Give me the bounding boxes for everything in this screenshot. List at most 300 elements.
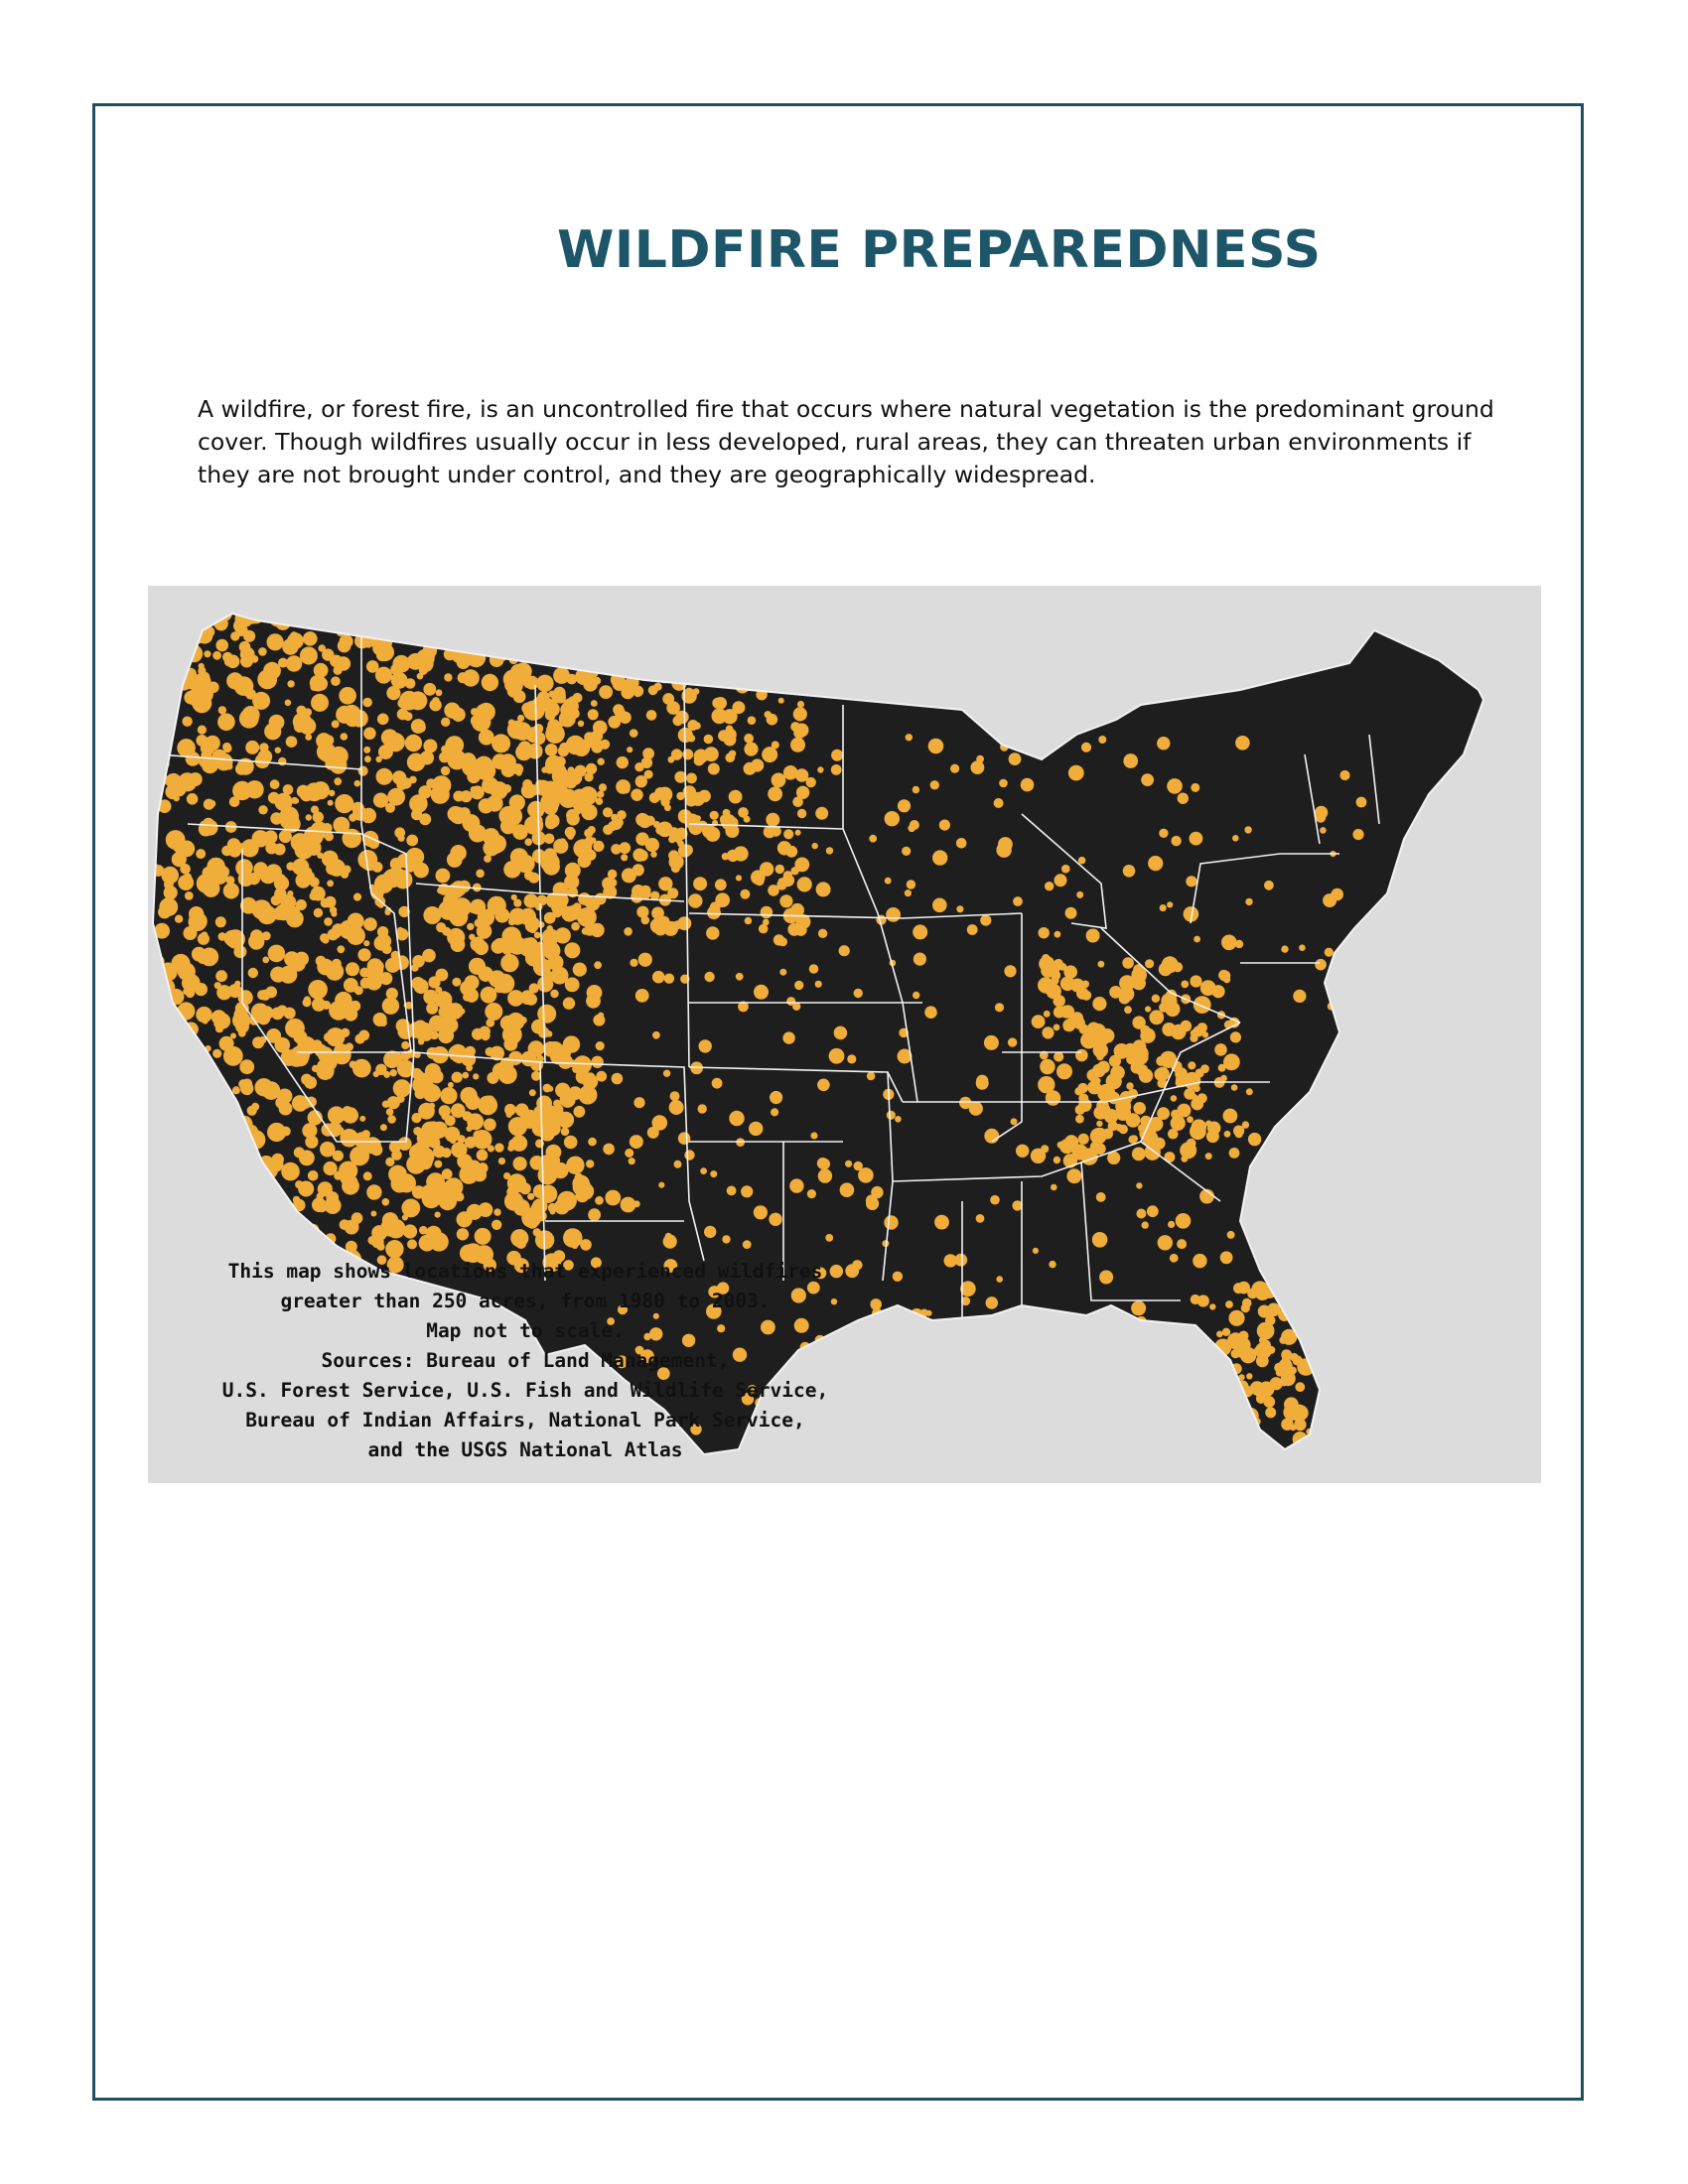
fire-location-dot	[913, 992, 919, 999]
fire-location-dot	[222, 743, 231, 751]
fire-location-dot	[574, 632, 582, 640]
fire-location-dot	[148, 786, 161, 799]
fire-location-dot	[475, 756, 493, 775]
fire-location-dot	[293, 1196, 300, 1203]
fire-location-dot	[372, 641, 387, 656]
fire-location-dot	[415, 1088, 426, 1099]
fire-location-dot	[247, 1106, 257, 1116]
fire-location-dot	[1133, 1045, 1149, 1061]
fire-location-dot	[797, 809, 806, 818]
fire-location-dot	[729, 790, 743, 804]
fire-location-dot	[1123, 865, 1136, 878]
fire-location-dot	[994, 798, 1004, 808]
fire-location-dot	[334, 1171, 343, 1180]
fire-location-dot	[159, 1214, 168, 1223]
fire-location-dot	[1224, 1418, 1240, 1433]
fire-location-dot	[885, 811, 900, 826]
fire-location-dot	[726, 726, 734, 734]
fire-location-dot	[401, 1041, 409, 1049]
fire-location-dot	[663, 1070, 670, 1077]
fire-location-dot	[338, 639, 352, 653]
fire-location-dot	[551, 617, 568, 634]
fire-location-dot	[322, 936, 329, 943]
fire-location-dot	[593, 841, 604, 852]
fire-location-dot	[291, 833, 310, 852]
fire-location-dot	[1244, 826, 1251, 833]
fire-location-dot	[385, 1158, 394, 1166]
fire-location-dot	[306, 814, 312, 820]
fire-location-dot	[995, 1003, 1004, 1012]
fire-location-dot	[262, 957, 269, 964]
fire-location-dot	[1145, 1006, 1151, 1012]
fire-location-dot	[1227, 1332, 1244, 1349]
fire-location-dot	[513, 1157, 527, 1170]
fire-location-dot	[1016, 1145, 1029, 1158]
fire-location-dot	[475, 1228, 492, 1245]
fire-location-dot	[682, 749, 693, 759]
fire-location-dot	[769, 1213, 781, 1226]
fire-location-dot	[444, 673, 452, 681]
fire-location-dot	[449, 1045, 464, 1060]
fire-location-dot	[413, 863, 429, 879]
fire-location-dot	[451, 1142, 467, 1158]
fire-location-dot	[867, 1072, 876, 1081]
fire-location-dot	[630, 1135, 643, 1149]
caption-line-4: Sources: Bureau of Land Management,	[321, 1349, 730, 1372]
fire-location-dot	[239, 641, 251, 653]
fire-location-dot	[423, 683, 436, 696]
fire-location-dot	[810, 1132, 817, 1139]
fire-location-dot	[373, 1013, 387, 1026]
fire-location-dot	[178, 875, 194, 890]
fire-location-dot	[168, 1109, 178, 1119]
fire-location-dot	[363, 940, 369, 946]
fire-location-dot	[484, 855, 492, 863]
fire-location-dot	[518, 634, 527, 643]
fire-location-dot	[220, 1227, 239, 1246]
fire-location-dot	[237, 1170, 249, 1182]
fire-location-dot	[845, 1160, 852, 1167]
fire-location-dot	[527, 744, 543, 759]
fire-location-dot	[1227, 1231, 1235, 1239]
fire-location-dot	[316, 1062, 334, 1080]
fire-location-dot	[693, 877, 707, 890]
fire-location-dot	[1127, 1410, 1141, 1424]
fire-location-dot	[335, 614, 346, 625]
fire-location-dot	[553, 1100, 561, 1108]
fire-location-dot	[1248, 1133, 1261, 1146]
fire-location-dot	[1152, 995, 1160, 1003]
fire-location-dot	[397, 709, 409, 721]
fire-location-dot	[615, 707, 626, 718]
fire-location-dot	[1112, 1345, 1122, 1355]
fire-location-dot	[564, 1229, 576, 1241]
fire-location-dot	[645, 816, 655, 826]
fire-location-dot	[1281, 1282, 1289, 1290]
fire-location-dot	[1184, 1088, 1195, 1099]
fire-location-dot	[173, 1078, 184, 1089]
fire-location-dot	[678, 1132, 691, 1145]
fire-location-dot	[1310, 1314, 1323, 1327]
fire-location-dot	[563, 1035, 580, 1052]
fire-location-dot	[185, 1228, 200, 1243]
fire-location-dot	[711, 676, 717, 682]
fire-location-dot	[1131, 1300, 1146, 1315]
fire-location-dot	[603, 807, 613, 817]
fire-location-dot	[238, 1162, 252, 1176]
fire-location-dot	[445, 1093, 451, 1099]
fire-location-dot	[1148, 856, 1163, 871]
fire-location-dot	[204, 650, 211, 657]
fire-location-dot	[227, 1214, 239, 1226]
fire-location-dot	[230, 631, 239, 640]
fire-location-dot	[976, 1077, 989, 1090]
fire-location-dot	[282, 638, 299, 655]
fire-location-dot	[460, 981, 475, 996]
fire-location-dot	[375, 756, 381, 762]
fire-location-dot	[377, 714, 389, 726]
fire-location-dot	[1078, 1134, 1089, 1145]
fire-location-dot	[1124, 1006, 1132, 1014]
fire-location-dot	[580, 917, 587, 924]
fire-location-dot	[1132, 1399, 1146, 1413]
fire-location-dot	[230, 1155, 241, 1165]
fire-location-dot	[1115, 1124, 1123, 1132]
fire-location-dot	[484, 1119, 496, 1132]
fire-location-dot	[247, 873, 260, 886]
fire-location-dot	[1214, 1043, 1227, 1056]
fire-location-dot	[1038, 1076, 1055, 1093]
fire-location-dot	[539, 619, 555, 635]
fire-location-dot	[633, 1097, 644, 1108]
fire-location-dot	[172, 852, 187, 867]
fire-location-dot	[1235, 1130, 1243, 1138]
fire-location-dot	[324, 917, 333, 926]
fire-location-dot	[407, 1239, 417, 1249]
fire-location-dot	[551, 967, 569, 985]
fire-location-dot	[1255, 1342, 1272, 1359]
fire-location-dot	[956, 905, 963, 912]
fire-location-dot	[1040, 1355, 1049, 1364]
fire-location-dot	[1091, 1080, 1098, 1087]
fire-location-dot	[545, 616, 552, 623]
fire-location-dot	[236, 1221, 244, 1229]
wildfire-map-figure	[148, 586, 1541, 1483]
fire-location-dot	[834, 1026, 848, 1040]
fire-location-dot	[215, 1103, 232, 1120]
fire-location-dot	[958, 1341, 971, 1354]
fire-location-dot	[588, 614, 605, 631]
fire-location-dot	[494, 1143, 503, 1152]
fire-location-dot	[641, 757, 652, 768]
fire-location-dot	[687, 720, 698, 731]
fire-location-dot	[436, 621, 455, 640]
fire-location-dot	[307, 1235, 316, 1244]
fire-location-dot	[818, 1168, 832, 1182]
fire-location-dot	[586, 1160, 594, 1167]
fire-location-dot	[829, 1048, 845, 1064]
fire-location-dot	[353, 893, 361, 901]
fire-location-dot	[1204, 988, 1212, 996]
fire-location-dot	[251, 655, 259, 663]
fire-location-dot	[157, 674, 170, 687]
fire-location-dot	[293, 713, 312, 732]
fire-location-dot	[812, 843, 818, 849]
fire-location-dot	[1157, 1376, 1169, 1388]
fire-location-dot	[1099, 1271, 1113, 1285]
fire-location-dot	[482, 674, 498, 691]
fire-location-dot	[155, 1105, 164, 1114]
fire-location-dot	[594, 631, 601, 638]
fire-location-dot	[399, 607, 411, 618]
fire-location-dot	[1354, 1049, 1365, 1060]
fire-location-dot	[1178, 793, 1189, 804]
fire-location-dot	[1147, 1205, 1159, 1217]
fire-location-dot	[268, 792, 280, 804]
fire-location-dot	[493, 1208, 500, 1215]
fire-location-dot	[925, 1310, 931, 1316]
fire-location-dot	[825, 1234, 833, 1242]
fire-location-dot	[167, 791, 174, 798]
fire-location-dot	[1300, 1302, 1311, 1313]
fire-location-dot	[363, 747, 370, 753]
fire-location-dot	[932, 850, 947, 865]
fire-location-dot	[654, 683, 662, 691]
fire-location-dot	[645, 838, 659, 852]
fire-location-dot	[692, 671, 706, 685]
caption-line-7: and the USGS National Atlas	[367, 1438, 683, 1461]
fire-location-dot	[1077, 1083, 1087, 1093]
fire-location-dot	[480, 1026, 491, 1037]
fire-location-dot	[533, 1228, 541, 1236]
fire-location-dot	[148, 1209, 158, 1219]
fire-location-dot	[722, 1235, 730, 1243]
fire-location-dot	[422, 949, 436, 963]
fire-location-dot	[257, 990, 267, 1000]
fire-location-dot	[1293, 1273, 1309, 1289]
fire-location-dot	[234, 981, 240, 987]
fire-location-dot	[149, 748, 164, 762]
fire-location-dot	[1216, 1331, 1223, 1338]
fire-location-dot	[704, 1226, 716, 1238]
fire-location-dot	[564, 1136, 578, 1150]
fire-location-dot	[198, 726, 207, 735]
fire-location-dot	[521, 862, 531, 872]
fire-location-dot	[736, 875, 742, 881]
fire-location-dot	[596, 798, 603, 805]
fire-location-dot	[636, 850, 647, 861]
fire-location-dot	[543, 848, 556, 861]
fire-location-dot	[400, 777, 411, 788]
fire-location-dot	[196, 735, 208, 747]
fire-location-dot	[571, 922, 580, 931]
fire-location-dot	[924, 1006, 937, 1019]
fire-location-dot	[214, 1130, 233, 1149]
fire-location-dot	[166, 1109, 182, 1125]
fire-location-dot	[531, 1071, 541, 1081]
fire-location-dot	[1270, 1256, 1280, 1266]
fire-location-dot	[373, 1071, 379, 1077]
fire-location-dot	[1352, 829, 1363, 840]
fire-location-dot	[374, 607, 384, 616]
fire-location-dot	[572, 618, 592, 638]
fire-location-dot	[270, 779, 280, 789]
fire-location-dot	[168, 1207, 182, 1221]
fire-location-dot	[452, 708, 466, 722]
fire-location-dot	[383, 1071, 390, 1078]
fire-location-dot	[1303, 1338, 1310, 1345]
fire-location-dot	[367, 974, 374, 981]
fire-location-dot	[988, 1366, 996, 1374]
fire-location-dot	[470, 899, 486, 915]
fire-location-dot	[561, 608, 569, 615]
fire-location-dot	[668, 756, 675, 763]
fire-location-dot	[264, 1221, 283, 1240]
fire-location-dot	[854, 989, 863, 998]
fire-location-dot	[537, 1005, 556, 1024]
fire-location-dot	[976, 1214, 985, 1223]
fire-location-dot	[809, 964, 819, 974]
fire-location-dot	[477, 1150, 489, 1161]
fire-location-dot	[506, 1112, 512, 1118]
fire-location-dot	[652, 971, 665, 984]
fire-location-dot	[232, 1235, 246, 1249]
fire-location-dot	[729, 1111, 744, 1126]
fire-location-dot	[452, 617, 464, 629]
fire-location-dot	[715, 892, 730, 907]
fire-location-dot	[1193, 1254, 1206, 1268]
fire-location-dot	[148, 1150, 163, 1167]
fire-location-dot	[704, 735, 714, 745]
fire-location-dot	[612, 1073, 624, 1085]
fire-location-dot	[678, 844, 692, 858]
fire-location-dot	[1197, 1023, 1207, 1032]
fire-location-dot	[322, 648, 334, 660]
fire-location-dot	[189, 1219, 204, 1234]
fire-location-dot	[479, 1202, 493, 1217]
fire-location-dot	[547, 644, 564, 661]
fire-location-dot	[232, 1171, 238, 1177]
fire-location-dot	[674, 835, 682, 843]
fire-location-dot	[1177, 1239, 1187, 1249]
fire-location-dot	[675, 711, 688, 724]
fire-location-dot	[331, 911, 337, 917]
fire-location-dot	[1197, 1093, 1207, 1103]
fire-location-dot	[231, 1249, 239, 1257]
fire-location-dot	[521, 703, 532, 714]
fire-location-dot	[669, 1100, 684, 1115]
fire-location-dot	[1282, 1355, 1291, 1364]
fire-location-dot	[1188, 1061, 1196, 1069]
fire-location-dot	[1072, 1361, 1085, 1374]
fire-location-dot	[667, 887, 678, 898]
fire-location-dot	[1218, 1064, 1226, 1072]
fire-location-dot	[617, 810, 627, 820]
fire-location-dot	[556, 1110, 564, 1118]
fire-location-dot	[568, 644, 577, 653]
fire-location-dot	[429, 1232, 448, 1251]
fire-location-dot	[268, 945, 286, 963]
fire-location-dot	[567, 812, 580, 825]
fire-location-dot	[704, 972, 714, 982]
fire-location-dot	[866, 1197, 879, 1210]
fire-location-dot	[523, 626, 541, 644]
fire-location-dot	[989, 1393, 1003, 1407]
fire-location-dot	[1209, 1303, 1215, 1309]
fire-location-dot	[269, 715, 285, 731]
fire-location-dot	[631, 789, 642, 801]
fire-location-dot	[603, 1144, 615, 1156]
fire-location-dot	[555, 638, 572, 655]
fire-location-dot	[597, 791, 604, 798]
fire-location-dot	[794, 981, 803, 990]
fire-location-dot	[380, 1124, 387, 1131]
fire-location-dot	[933, 1420, 941, 1428]
fire-location-dot	[755, 877, 764, 886]
fire-location-dot	[1140, 1028, 1155, 1043]
fire-location-dot	[1096, 1192, 1106, 1202]
fire-location-dot	[162, 705, 174, 717]
fire-location-dot	[387, 1115, 396, 1124]
fire-location-dot	[534, 932, 541, 939]
fire-location-dot	[423, 906, 441, 924]
fire-location-dot	[658, 1182, 664, 1188]
fire-location-dot	[291, 631, 298, 638]
fire-location-dot	[248, 968, 258, 978]
fire-location-dot	[497, 623, 504, 630]
fire-location-dot	[1011, 1118, 1018, 1125]
fire-location-dot	[939, 820, 950, 831]
fire-location-dot	[402, 1214, 408, 1220]
fire-location-dot	[296, 873, 312, 888]
fire-location-dot	[1092, 997, 1106, 1011]
fire-location-dot	[521, 1208, 541, 1228]
fire-location-dot	[1159, 829, 1168, 838]
fire-location-dot	[575, 654, 584, 663]
fire-location-dot	[744, 743, 758, 756]
fire-location-dot	[159, 1006, 170, 1017]
fire-location-dot	[1258, 1305, 1271, 1318]
fire-location-dot	[1190, 1123, 1206, 1140]
fire-location-dot	[486, 1047, 494, 1056]
fire-location-dot	[187, 793, 199, 805]
fire-location-dot	[1044, 1011, 1051, 1018]
fire-location-dot	[299, 1232, 314, 1247]
fire-location-dot	[191, 1075, 209, 1093]
fire-location-dot	[884, 1215, 898, 1229]
fire-location-dot	[363, 917, 377, 931]
fire-location-dot	[655, 826, 664, 835]
fire-location-dot	[569, 708, 580, 719]
fire-location-dot	[1076, 891, 1083, 898]
fire-location-dot	[930, 780, 939, 789]
fire-location-dot	[441, 766, 450, 775]
fire-location-dot	[588, 1208, 601, 1221]
fire-location-dot	[176, 1155, 191, 1169]
fire-location-dot	[211, 750, 226, 764]
fire-location-dot	[535, 902, 543, 910]
fire-location-dot	[1036, 1396, 1049, 1409]
fire-location-dot	[547, 719, 560, 732]
fire-location-dot	[295, 1180, 303, 1188]
fire-location-dot	[544, 702, 559, 717]
fire-location-dot	[913, 786, 919, 793]
fire-location-dot	[831, 750, 843, 761]
fire-location-dot	[275, 748, 281, 753]
fire-location-dot	[1296, 1121, 1311, 1136]
fire-location-dot	[149, 1011, 158, 1020]
caption-line-1: This map shows locations that experienced wildfires	[227, 1260, 823, 1283]
